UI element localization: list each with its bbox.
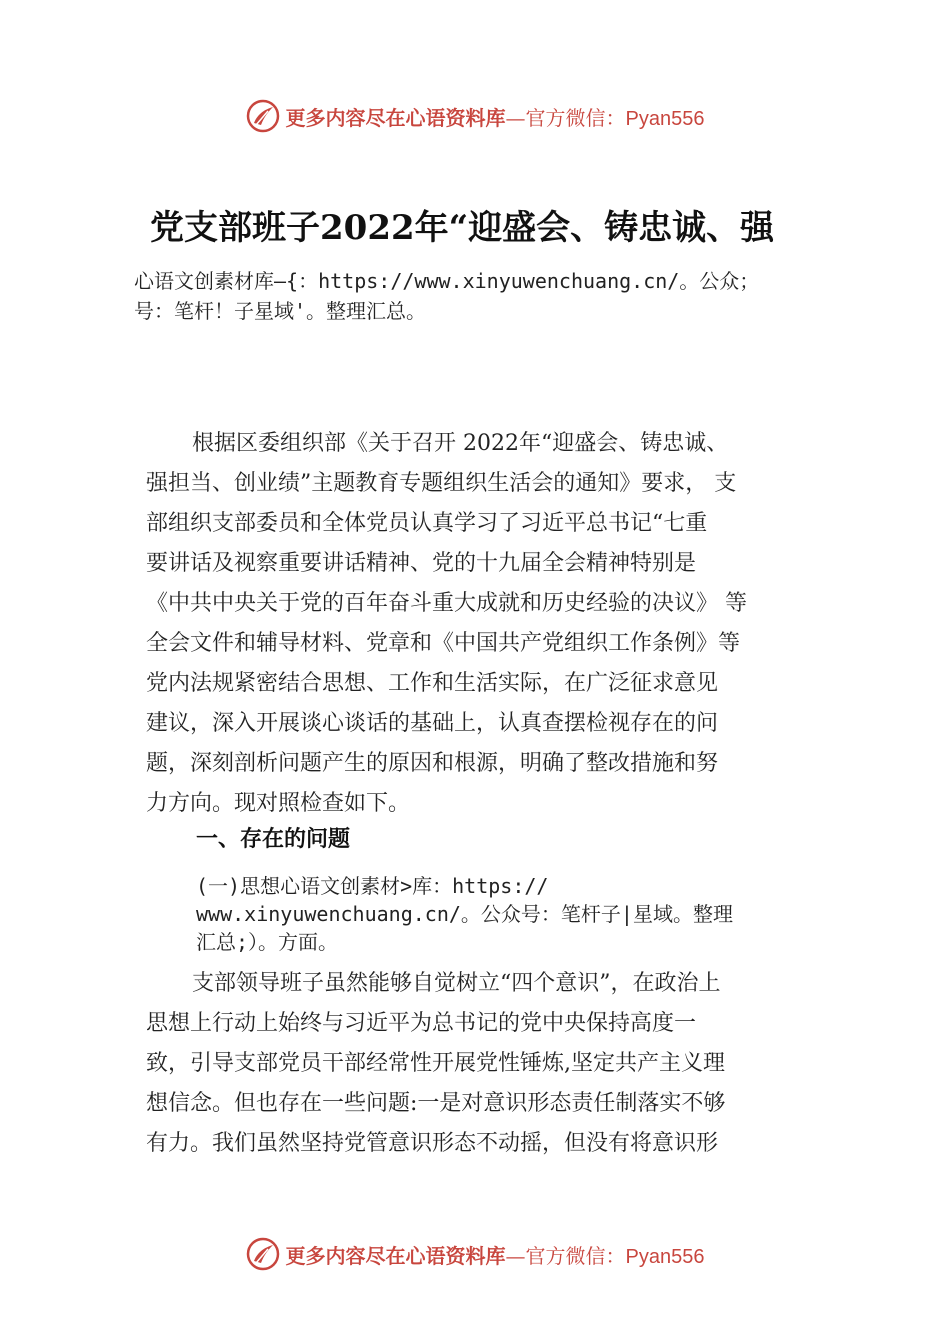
brand-logo-icon bbox=[246, 1237, 280, 1271]
paragraph-line: 致，引导支部党员干部经常性开展党性锤炼,坚定共产主义理 bbox=[146, 1051, 725, 1076]
paragraph-line: 力方向。现对照检查如下。 bbox=[146, 791, 411, 816]
source-note bbox=[134, 266, 914, 326]
header-banner bbox=[0, 96, 950, 136]
banner-main-text: 更多内容尽在心语资料库 bbox=[285, 1243, 506, 1268]
banner-separator: — bbox=[505, 1243, 526, 1268]
banner-text bbox=[286, 1240, 705, 1269]
banner-main-text: 更多内容尽在心语资料库 bbox=[285, 105, 506, 130]
banner-wechat-id: Pyan556 bbox=[625, 107, 705, 130]
banner-separator: — bbox=[505, 105, 526, 130]
footer-banner bbox=[0, 1234, 950, 1274]
paragraph-line: 部组织支部委员和全体党员认真学习了习近平总书记“七重 bbox=[146, 511, 708, 536]
paragraph-line: 想信念。但也存在一些问题:一是对意识形态责任制落实不够 bbox=[146, 1091, 726, 1116]
source-note-line: 号：笔杆！子星域'。整理汇总。 bbox=[134, 299, 427, 323]
paragraph-line: 强担当、创业绩”主题教育专题组织生活会的通知》要求， 支 bbox=[146, 471, 737, 496]
brand-logo-icon bbox=[246, 99, 280, 133]
document-title: 党支部班子2022年“迎盛会、铸忠诚、强 bbox=[150, 208, 775, 248]
paragraph-line: 支部领导班子虽然能够自觉树立“四个意识”，在政治上 bbox=[192, 971, 721, 996]
issues-paragraph bbox=[146, 964, 826, 1164]
banner-wechat-label: 官方微信： bbox=[525, 1243, 626, 1268]
section-heading: 一、存在的问题 bbox=[196, 827, 351, 852]
paragraph-line: 要讲话及视察重要讲话精神、党的十九届全会精神特别是 bbox=[146, 551, 697, 576]
banner-wechat-label: 官方微信： bbox=[525, 105, 626, 130]
paragraph-line: 思想上行动上始终与习近平为总书记的党中央保持高度一 bbox=[146, 1011, 697, 1036]
source-note-line: 心语文创素材库—{：https://www.xinyuwenchuang.cn/。公众； bbox=[134, 269, 760, 293]
subsection-line: (一)思想心语文创素材>库：https:// bbox=[196, 874, 549, 898]
paragraph-line: 建议，深入开展谈心谈话的基础上，认真查摆检视存在的问 bbox=[146, 711, 719, 736]
banner-wechat-id: Pyan556 bbox=[625, 1245, 705, 1268]
banner-text bbox=[286, 102, 705, 131]
paragraph-line: 题，深刻剖析问题产生的原因和根源，明确了整改措施和努 bbox=[146, 751, 719, 776]
subsection-line: 汇总;）。方面。 bbox=[196, 930, 339, 954]
subsection-line: www.xinyuwenchuang.cn/。公众号：笔杆子|星域。整理 bbox=[196, 902, 733, 926]
paragraph-line: 党内法规紧密结合思想、工作和生活实际，在广泛征求意见 bbox=[146, 671, 719, 696]
subsection-heading bbox=[196, 872, 856, 956]
paragraph-line: 《中共中央关于党的百年奋斗重大成就和历史经验的决议》 等 bbox=[146, 591, 747, 616]
paragraph-line: 全会文件和辅导材料、党章和《中国共产党组织工作条例》等 bbox=[146, 631, 741, 656]
intro-paragraph bbox=[146, 424, 826, 824]
paragraph-line: 有力。我们虽然坚持党管意识形态不动摇，但没有将意识形 bbox=[146, 1131, 719, 1156]
paragraph-line: 根据区委组织部《关于召开 2022年“迎盛会、铸忠诚、 bbox=[192, 431, 729, 456]
